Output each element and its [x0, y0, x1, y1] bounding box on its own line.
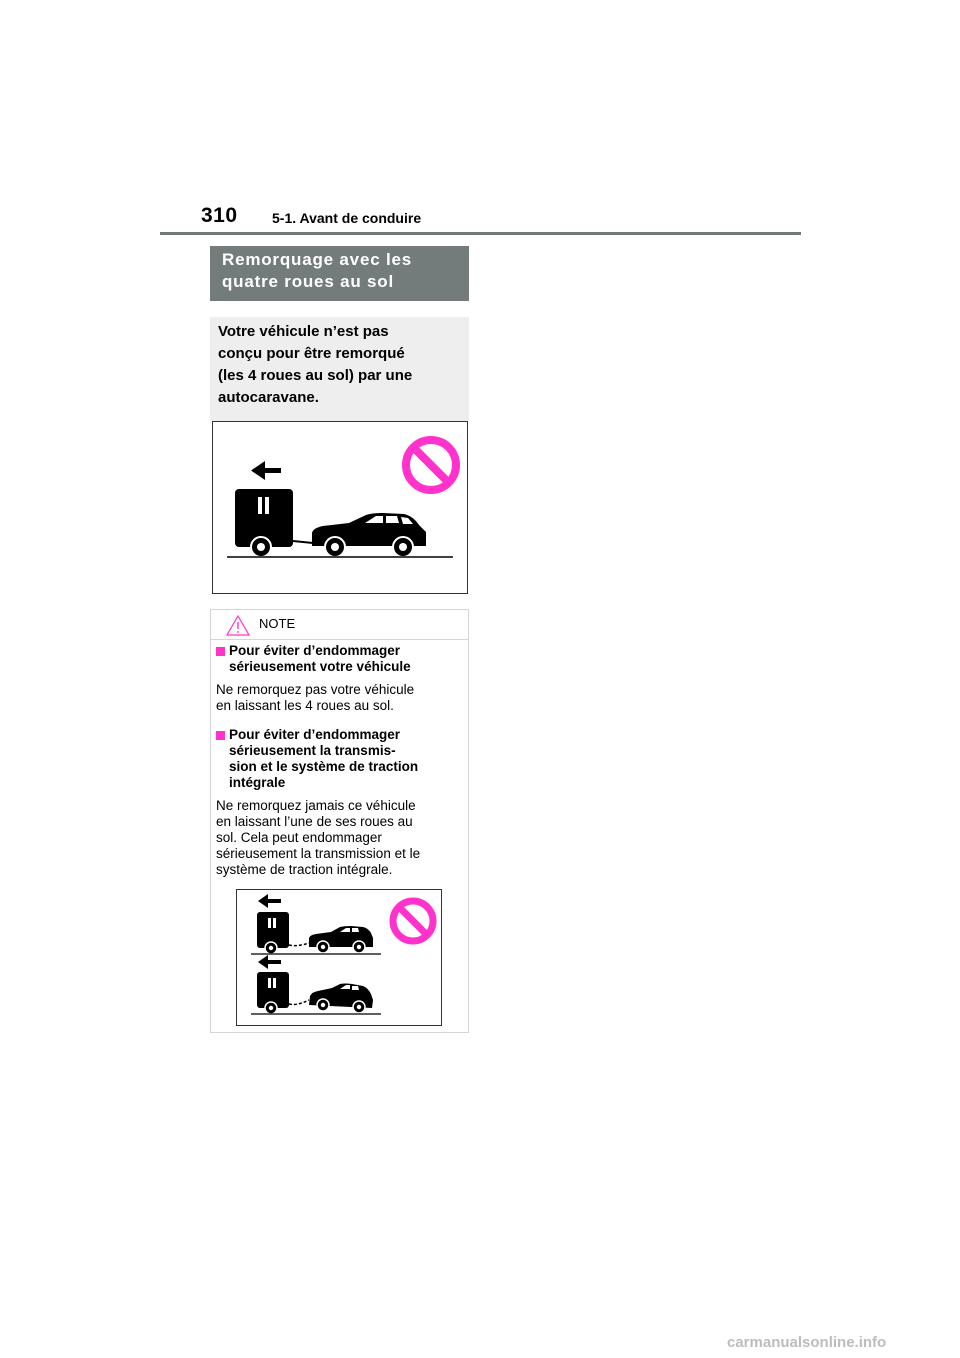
- bullet-square: [216, 647, 225, 656]
- page-number: 310: [201, 204, 238, 227]
- arrow-left-icon: [251, 461, 281, 480]
- note-label: NOTE: [259, 616, 296, 631]
- intro-line: (les 4 roues au sol) par une: [218, 367, 413, 384]
- car: [309, 984, 373, 1014]
- note-body-line: en laissant l’une de ses roues au: [216, 814, 413, 829]
- note-heading-line: intégrale: [229, 775, 286, 790]
- motorhome: [257, 912, 289, 954]
- arrow-left-icon: [258, 894, 281, 908]
- motorhome: [235, 489, 293, 557]
- note-heading-line: sion et le système de traction: [229, 759, 419, 774]
- motorhome: [257, 972, 289, 1014]
- note-item-heading: [216, 727, 418, 791]
- car: [309, 926, 373, 953]
- note-body-line: en laissant les 4 roues au sol.: [216, 698, 394, 713]
- prohibition-icon: [406, 440, 456, 490]
- note-body-line: Ne remorquez pas votre véhicule: [216, 682, 415, 697]
- intro-text: [210, 317, 469, 421]
- warning-triangle-icon: [226, 615, 250, 636]
- note-heading-line: sérieusement la transmis-: [229, 743, 396, 758]
- note-header: [211, 610, 468, 640]
- section-heading-line: Remorquage avec les: [222, 250, 413, 269]
- note-heading-line: Pour éviter d’endommager: [229, 727, 401, 742]
- watermark: carmanualsonline.info: [727, 1334, 887, 1351]
- header-rule: [160, 232, 801, 235]
- intro-line: autocaravane.: [218, 389, 319, 406]
- prohibition-icon: [393, 901, 433, 941]
- note-item-body: [216, 682, 414, 714]
- note-item-heading: [216, 643, 411, 675]
- tow-chain: [289, 943, 309, 946]
- note-body-line: Ne remorquez jamais ce véhicule: [216, 798, 416, 813]
- arrow-left-icon: [258, 955, 281, 969]
- partial-towing-illustration: [236, 889, 442, 1026]
- note-heading-line: Pour éviter d’endommager: [229, 643, 401, 658]
- note-item-body: [216, 798, 420, 878]
- bullet-square: [216, 731, 225, 740]
- tow-chain: [289, 1000, 309, 1005]
- section-heading-line: quatre roues au sol: [222, 272, 395, 291]
- chapter-title: 5-1. Avant de conduire: [272, 210, 422, 226]
- section-heading: [210, 246, 469, 301]
- car: [312, 513, 426, 557]
- intro-line: Votre véhicule n’est pas: [218, 323, 389, 340]
- tow-bar: [293, 541, 313, 543]
- note-body-line: sol. Cela peut endommager: [216, 830, 382, 845]
- intro-line: conçu pour être remorqué: [218, 345, 405, 362]
- towing-illustration: [212, 421, 468, 594]
- note-body-line: système de traction intégrale.: [216, 862, 393, 877]
- note-body-line: sérieusement la transmission et le: [216, 846, 421, 861]
- note-heading-line: sérieusement votre véhicule: [229, 659, 411, 674]
